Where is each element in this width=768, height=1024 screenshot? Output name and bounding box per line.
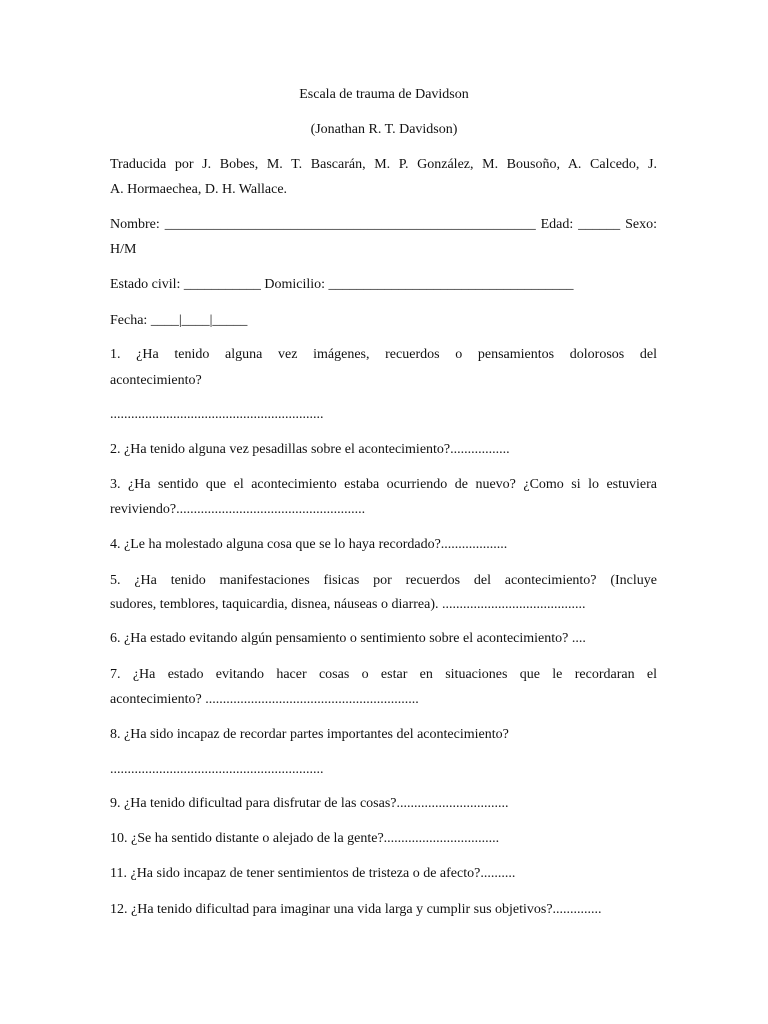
sex-options: H/M	[110, 242, 137, 257]
translators-line-2: A. Hormaechea, D. H. Wallace.	[110, 182, 288, 197]
question-2: 2. ¿Ha tenido alguna vez pesadillas sobre el acontecimiento?.................	[110, 442, 510, 457]
question-7-cont: acontecimiento? .............................................................	[110, 692, 419, 707]
question-6: 6. ¿Ha estado evitando algún pensamiento o sentimiento sobre el acontecimiento? ....	[110, 631, 586, 646]
question-10: 10. ¿Se ha sentido distante o alejado de la gente?.................................	[110, 831, 500, 846]
civil-status-address-field: Estado civil: ___________ Domicilio: ___________________________________	[110, 277, 574, 292]
document-title: Escala de trauma de Davidson	[299, 87, 469, 102]
question-4: 4. ¿Le ha molestado alguna cosa que se lo haya recordado?...................	[110, 537, 508, 552]
question-3-cont: reviviendo?......................................................	[110, 502, 366, 517]
question-12: 12. ¿Ha tenido dificultad para imaginar una vida larga y cumplir sus objetivos?..............	[110, 902, 602, 917]
question-5: 5. ¿Ha tenido manifestaciones fisicas por recuerdos del acontecimiento? (Incluye	[110, 573, 657, 588]
question-3: 3. ¿Ha sentido que el acontecimiento estaba ocurriendo de nuevo? ¿Como si lo estuviera	[110, 477, 657, 492]
document-author: (Jonathan R. T. Davidson)	[310, 122, 458, 137]
question-11: 11. ¿Ha sido incapaz de tener sentimientos de tristeza o de afecto?..........	[110, 866, 516, 881]
question-8: 8. ¿Ha sido incapaz de recordar partes importantes del acontecimiento?	[110, 727, 509, 742]
question-1-cont: acontecimiento?	[110, 373, 202, 388]
question-1: 1. ¿Ha tenido alguna vez imágenes, recuerdos o pensamientos dolorosos del	[110, 347, 657, 362]
question-7: 7. ¿Ha estado evitando hacer cosas o estar en situaciones que le recordaran el	[110, 667, 657, 682]
date-field: Fecha: ____|____|_____	[110, 313, 248, 328]
question-8-answer-line: .............................................................	[110, 762, 324, 777]
translators-line-1: Traducida por J. Bobes, M. T. Bascarán, M. P. González, M. Bousoño, A. Calcedo, J.	[110, 157, 657, 172]
name-age-sex-field: Nombre: _____________________________________________________ Edad: ______ Sexo:	[110, 217, 657, 232]
question-9: 9. ¿Ha tenido dificultad para disfrutar de las cosas?................................	[110, 796, 509, 811]
question-5-cont: sudores, temblores, taquicardia, disnea, náuseas o diarrea). .........................................	[110, 597, 586, 612]
question-1-answer-line: .............................................................	[110, 407, 324, 422]
